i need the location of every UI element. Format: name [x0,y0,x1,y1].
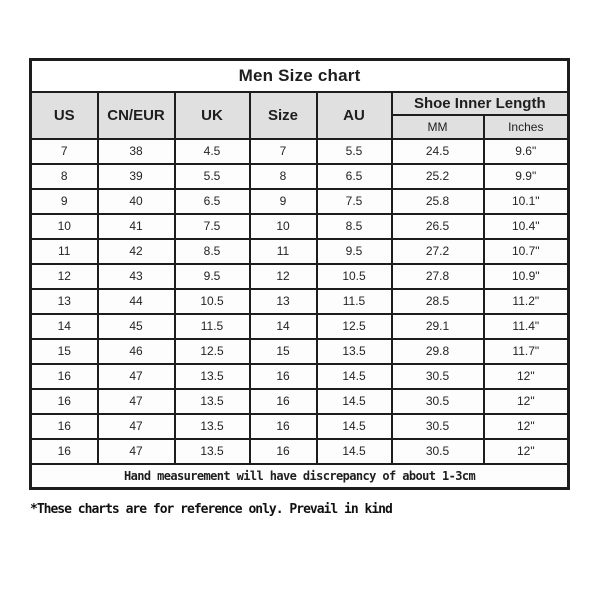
table-cell: 27.2 [392,239,484,264]
table-row [31,389,569,414]
table-cell: 47 [98,439,175,464]
table-cell: 10.7" [484,239,569,264]
table-cell: 13 [31,289,98,314]
table-cell: 40 [98,189,175,214]
chart-title: Men Size chart [31,60,569,92]
table-cell: 14 [31,314,98,339]
table-cell: 42 [98,239,175,264]
table-cell: 10.9" [484,264,569,289]
table-row [31,364,569,389]
table-cell: 28.5 [392,289,484,314]
table-cell: 9.5 [317,239,392,264]
table-cell: 13.5 [175,389,250,414]
table-cell: 13.5 [317,339,392,364]
table-cell: 12" [484,439,569,464]
table-cell: 9.6" [484,139,569,164]
title-row [31,60,569,92]
table-cell: 12 [31,264,98,289]
table-cell: 47 [98,364,175,389]
table-cell: 13.5 [175,364,250,389]
table-cell: 44 [98,289,175,314]
table-cell: 16 [31,389,98,414]
table-cell: 14.5 [317,389,392,414]
table-cell: 14.5 [317,439,392,464]
table-cell: 8.5 [175,239,250,264]
table-cell: 11 [31,239,98,264]
table-cell: 27.8 [392,264,484,289]
table-row [31,339,569,364]
table-cell: 25.2 [392,164,484,189]
table-cell: 24.5 [392,139,484,164]
reference-note: *These charts are for reference only. Prevail in kind [30,502,392,517]
table-cell: 12" [484,364,569,389]
table-cell: 16 [31,364,98,389]
table-cell: 8 [31,164,98,189]
table-cell: 46 [98,339,175,364]
table-cell: 11.5 [175,314,250,339]
header-row [31,92,569,115]
column-header-us: US [31,92,98,139]
table-cell: 12" [484,389,569,414]
table-cell: 16 [250,389,317,414]
table-row [31,164,569,189]
table-cell: 47 [98,389,175,414]
table-cell: 6.5 [317,164,392,189]
table-cell: 9.5 [175,264,250,289]
table-cell: 10.4" [484,214,569,239]
table-cell: 16 [250,414,317,439]
measurement-disclaimer: Hand measurement will have discrepancy of about 1-3cm [31,464,569,489]
table-cell: 10.1" [484,189,569,214]
table-cell: 7.5 [317,189,392,214]
table-cell: 11.5 [317,289,392,314]
table-cell: 10.5 [175,289,250,314]
table-header [31,60,569,139]
table-cell: 29.8 [392,339,484,364]
table-cell: 5.5 [317,139,392,164]
table-cell: 16 [31,414,98,439]
table-row [31,439,569,464]
table-cell: 39 [98,164,175,189]
table-cell: 47 [98,414,175,439]
table-cell: 29.1 [392,314,484,339]
table-row [31,139,569,164]
table-cell: 9 [250,189,317,214]
table-cell: 16 [31,439,98,464]
sub-header-inches: Inches [484,115,569,139]
table-cell: 14 [250,314,317,339]
table-cell: 8.5 [317,214,392,239]
table-cell: 7 [250,139,317,164]
table-footer [31,464,569,489]
table-cell: 7.5 [175,214,250,239]
table-row [31,414,569,439]
column-header-au: AU [317,92,392,139]
table-cell: 30.5 [392,414,484,439]
table-cell: 25.8 [392,189,484,214]
table-row [31,239,569,264]
table-cell: 26.5 [392,214,484,239]
table-cell: 43 [98,264,175,289]
table-row [31,289,569,314]
table-cell: 41 [98,214,175,239]
table-cell: 4.5 [175,139,250,164]
table-cell: 11.7" [484,339,569,364]
column-header-shoe-inner-length: Shoe Inner Length [392,92,569,115]
table-cell: 10 [31,214,98,239]
table-cell: 16 [250,364,317,389]
table-cell: 16 [250,439,317,464]
size-table-body [31,139,569,464]
table-cell: 14.5 [317,364,392,389]
table-cell: 30.5 [392,439,484,464]
table-cell: 15 [250,339,317,364]
column-header-size: Size [250,92,317,139]
table-cell: 12 [250,264,317,289]
sub-header-mm: MM [392,115,484,139]
table-cell: 30.5 [392,364,484,389]
table-row [31,264,569,289]
table-cell: 10 [250,214,317,239]
table-cell: 10.5 [317,264,392,289]
table-cell: 12" [484,414,569,439]
table-cell: 15 [31,339,98,364]
table-cell: 11 [250,239,317,264]
table-cell: 9 [31,189,98,214]
men-size-chart-table [29,58,570,490]
column-header-uk: UK [175,92,250,139]
table-cell: 38 [98,139,175,164]
table-cell: 7 [31,139,98,164]
table-row [31,189,569,214]
table-cell: 13 [250,289,317,314]
table-cell: 12.5 [317,314,392,339]
table-cell: 13.5 [175,414,250,439]
table-cell: 8 [250,164,317,189]
table-cell: 12.5 [175,339,250,364]
table-cell: 11.2" [484,289,569,314]
table-cell: 11.4" [484,314,569,339]
table-row [31,314,569,339]
table-row [31,214,569,239]
table-cell: 9.9" [484,164,569,189]
table-cell: 30.5 [392,389,484,414]
table-cell: 45 [98,314,175,339]
table-cell: 13.5 [175,439,250,464]
table-cell: 14.5 [317,414,392,439]
table-cell: 5.5 [175,164,250,189]
table-cell: 6.5 [175,189,250,214]
column-header-cn-eur: CN/EUR [98,92,175,139]
footer-row [31,464,569,489]
